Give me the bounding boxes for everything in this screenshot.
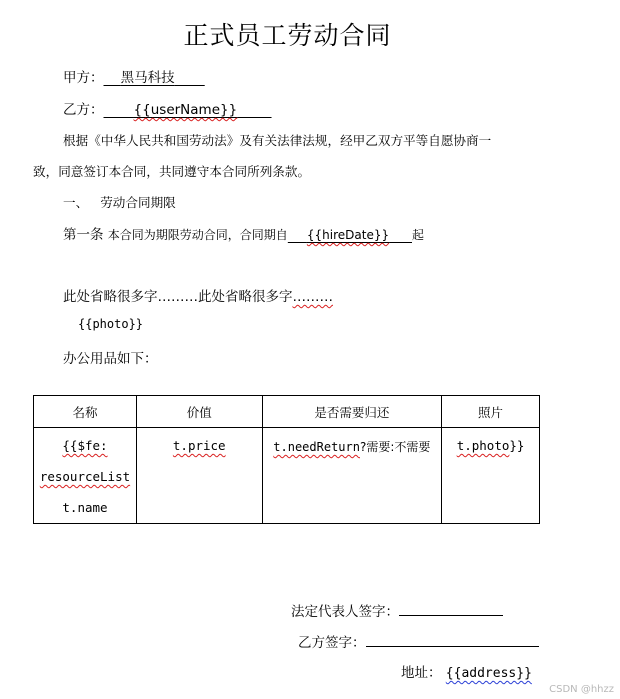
- party-b-line: [63, 98, 272, 118]
- address-line: [401, 661, 532, 681]
- omitted-text-line: [63, 285, 333, 305]
- omitted-text-b: ………: [292, 289, 333, 305]
- photo-placeholder: {{photo}}: [78, 317, 144, 331]
- table-header-cell: 照片: [442, 396, 540, 428]
- name-line-2: resourceList: [39, 469, 131, 484]
- section-one-heading: [63, 192, 176, 211]
- watermark: CSDN @hhzz: [549, 684, 614, 695]
- table-header-cell: 名称: [34, 396, 137, 428]
- document-title: 正式员工劳动合同: [183, 21, 392, 50]
- table-header-row: [34, 396, 540, 428]
- address-label: 地址：: [401, 665, 442, 681]
- party-a-line: [63, 66, 205, 86]
- party-b-label: 乙方：: [63, 102, 104, 118]
- office-supplies-label: 办公用品如下：: [63, 351, 158, 367]
- intro-paragraph-line-2: 致，同意签订本合同，共同遵守本合同所列条款。: [33, 164, 311, 179]
- table-row: [34, 428, 540, 524]
- party-a-label: 甲方：: [63, 70, 104, 86]
- table-cell-price: t.price: [136, 428, 262, 524]
- hire-date-placeholder: {{hireDate}}: [306, 228, 390, 242]
- table-header-cell: 价值: [136, 396, 262, 428]
- table-cell-need-return: t.needReturn?需要:不需要: [262, 428, 442, 524]
- name-line-1: {{$fe:: [62, 438, 108, 453]
- party-a-value: 黑马科技: [120, 70, 175, 86]
- section-number: 一、: [63, 195, 89, 210]
- legal-rep-signature-line: [399, 601, 503, 616]
- legal-rep-label: 法定代表人签字：: [291, 604, 399, 620]
- legal-rep-signature: [291, 600, 503, 620]
- article-prefix: 第一条: [63, 227, 104, 243]
- article-one: [63, 223, 424, 243]
- party-b-signature-line: [366, 632, 539, 647]
- address-placeholder: {{address}}: [445, 666, 532, 681]
- section-title: 劳动合同期限: [100, 195, 176, 210]
- article-text: 本合同为期限劳动合同，合同期自: [107, 228, 288, 242]
- party-b-signature: [298, 631, 539, 651]
- omitted-text-a: 此处省略很多字………此处省略很多字: [63, 289, 293, 305]
- resource-table: [33, 395, 540, 524]
- table-header-cell: 是否需要归还: [262, 396, 442, 428]
- name-line-3: t.name: [62, 500, 108, 515]
- table-cell-name: [34, 428, 137, 524]
- table-cell-photo: t.photo}}: [442, 428, 540, 524]
- party-b-sign-label: 乙方签字：: [298, 635, 366, 651]
- intro-paragraph-line-1: 根据《中华人民共和国劳动法》及有关法律法规，经甲乙双方平等自愿协商一: [63, 133, 492, 148]
- party-b-value: {{userName}}: [133, 102, 238, 118]
- article-suffix: 起: [412, 228, 425, 242]
